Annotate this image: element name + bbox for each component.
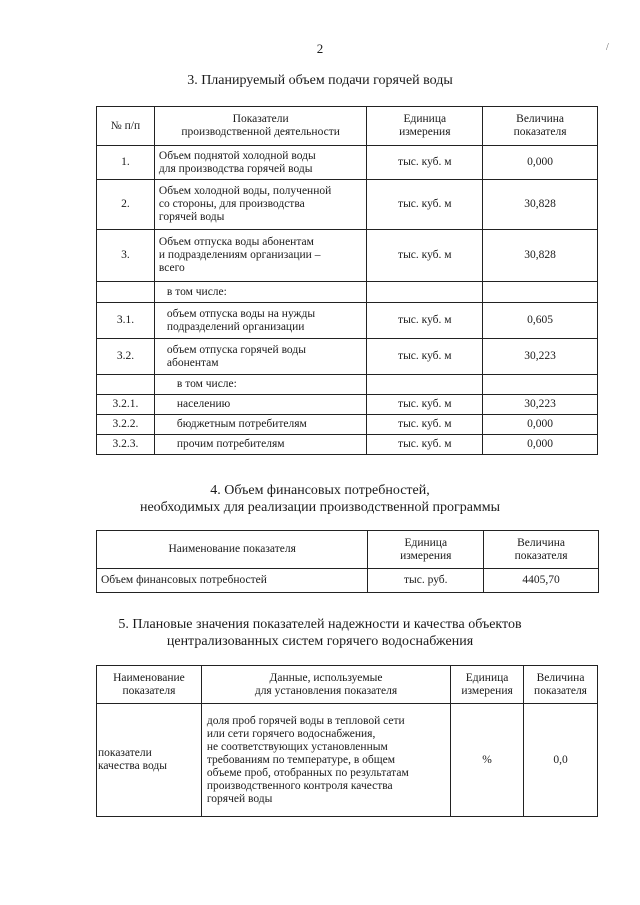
- corner-mark: /: [606, 42, 609, 53]
- table-row: в том числе:: [97, 375, 598, 395]
- table-row: 3.2. объем отпуска горячей воды абонентам тыс. куб. м 30,223: [97, 339, 598, 375]
- header-num: № п/п: [97, 107, 155, 146]
- table-row: 3.2.3. прочим потребителям тыс. куб. м 0,000: [97, 435, 598, 455]
- table-row: в том числе:: [97, 282, 598, 303]
- header-value: Величина показателя: [483, 107, 598, 146]
- table-row: 3.2.1. населению тыс. куб. м 30,223: [97, 395, 598, 415]
- header-unit: Единица измерения: [451, 666, 524, 704]
- header-indicator-name: Наименование показателя: [97, 531, 368, 569]
- table-header-row: [97, 531, 599, 569]
- table-row: показатели качества воды доля проб горячей воды в тепловой сети или сети горячего водоснабжения, не соответствующих установленным требованиям по температуре, в общем объеме проб, отобранных по результатам производственного контроля качества горячей воды % 0,0: [97, 704, 598, 817]
- section4-title: 4. Объем финансовых потребностей, необходимых для реализации производственной программы: [139, 483, 501, 515]
- table-row: 3.2.2. бюджетным потребителям тыс. куб. м 0,000: [97, 415, 598, 435]
- header-indicator: Показатели производственной деятельности: [154, 107, 367, 146]
- header-value: Величина показателя: [524, 666, 598, 704]
- header-data: Данные, используемые для установления показателя: [201, 666, 450, 704]
- page-number: 2: [316, 41, 324, 56]
- section3-title: 3. Планируемый объем подачи горячей воды: [187, 73, 453, 88]
- header-unit: Единица измерения: [367, 107, 483, 146]
- table-row: 3. Объем отпуска воды абонентам и подразделениям организации – всего тыс. куб. м 30,828: [97, 230, 598, 282]
- table-header-row: [97, 107, 598, 146]
- table-row: 3.1. объем отпуска воды на нужды подразделений организации тыс. куб. м 0,605: [97, 303, 598, 339]
- table-header-row: [97, 666, 598, 704]
- header-value: Величина показателя: [484, 531, 599, 569]
- table-row: Объем финансовых потребностей тыс. руб. 4405,70: [97, 569, 599, 593]
- financial-needs-table: [96, 530, 599, 593]
- header-indicator-name: Наименование показателя: [97, 666, 202, 704]
- section5-title: 5. Плановые значения показателей надежности и качества объектов централизованных систем горячего водоснабжения: [118, 617, 522, 649]
- table-row: 2. Объем холодной воды, полученной со стороны, для производства горячей воды тыс. куб. м 30,828: [97, 180, 598, 230]
- header-unit: Единица измерения: [368, 531, 484, 569]
- reliability-quality-table: [96, 665, 598, 817]
- water-supply-table: [96, 106, 598, 455]
- table-row: 1. Объем поднятой холодной воды для производства горячей воды тыс. куб. м 0,000: [97, 146, 598, 180]
